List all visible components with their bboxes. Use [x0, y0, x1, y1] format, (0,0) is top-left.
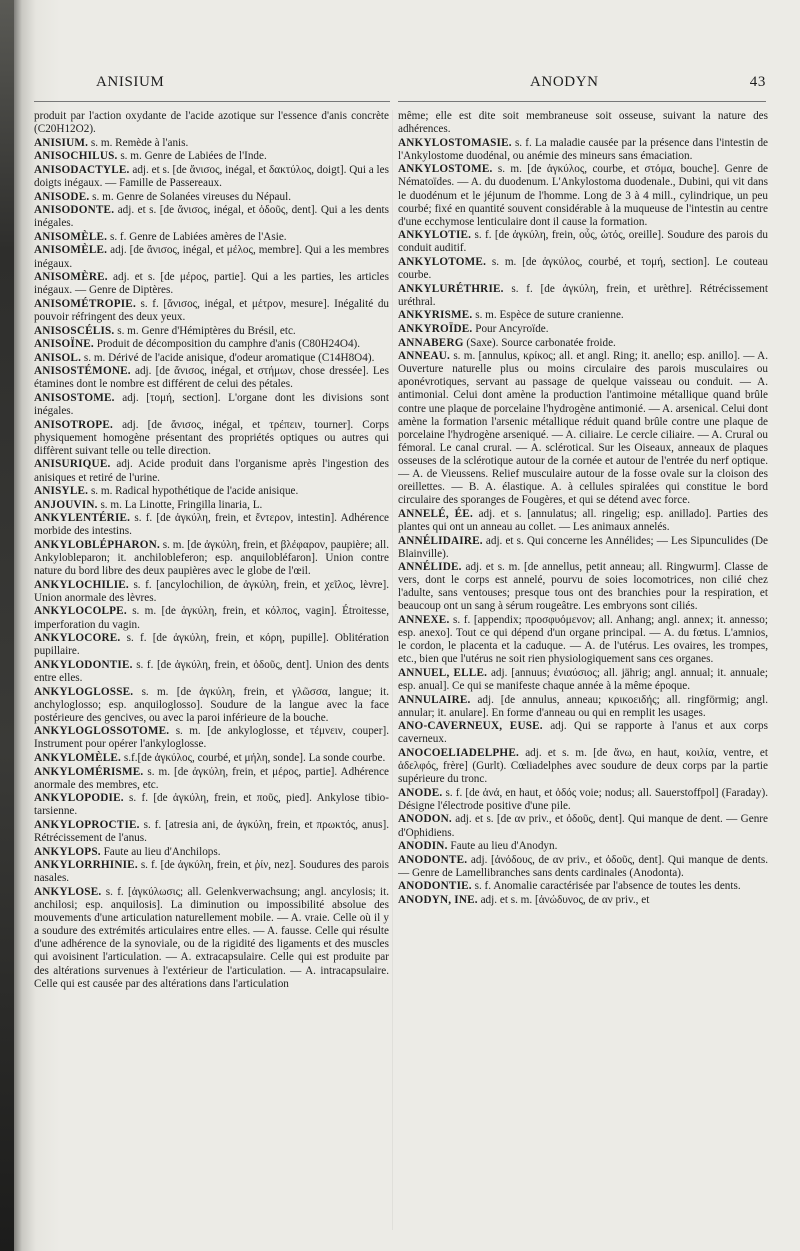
entry-definition: adj. et s. Qui concerne les Annélides; — Les Sipunculides (De Blainville). — [398, 534, 768, 560]
entry-definition: adj. [τομή, section]. L'organe dont les divisions sont inégales. — [34, 391, 389, 418]
entry-definition: s. f. [de ἀγκύλη, frein, et ποῦς, pied]. Ankylose tibio-tarsienne. — [34, 792, 389, 818]
column-gutter — [392, 110, 393, 1230]
dictionary-entry — [34, 271, 389, 297]
dictionary-entry — [34, 859, 389, 885]
entry-headword: ANKYLOCHILIE. — [34, 578, 129, 591]
dictionary-entry — [398, 747, 768, 786]
entry-headword: ANISOSCÉLIS. — [34, 324, 115, 337]
entry-definition: adj. et s. [de ἄνισος, inégal, et ὀδοῦς, dent]. Qui a les dents inégales. — [34, 204, 389, 230]
dictionary-entry — [34, 164, 389, 190]
entry-headword: ANKYLOMÉRISME. — [34, 765, 144, 778]
entry-headword: ANODON. — [398, 813, 452, 826]
dictionary-entry — [398, 813, 768, 839]
right-column — [398, 110, 768, 1230]
entry-headword: ANKYLOTOME. — [398, 256, 487, 269]
entry-definition: adj. et s. m. [de annellus, petit anneau; all. Ringwurm]. Classe de vers, dont le corps est annelé, pourvu de soies locomotrices, non cilié chez l'adulte, sans ventouses; presque tous ont des branchies pour la respiration, et beaucoup ont un sang à sérum rougeâtre. Les embryons sont ciliés. — [398, 561, 768, 613]
entry-headword: ANISOCHILUS. — [34, 150, 118, 163]
entry-headword: ANNABERG — [398, 336, 464, 349]
dictionary-entry — [398, 163, 768, 228]
entry-headword: ANISOTROPE. — [34, 418, 113, 431]
entry-definition: s. f. [de ἀγκύλη, frein, οὖς, ὠτός, oreille]. Soudure des parois du conduit auditif. — [398, 229, 768, 255]
dictionary-entry — [34, 204, 389, 230]
entry-headword: ANISOMÈLE. — [34, 230, 108, 243]
entry-definition: s. f. [appendix; προσφυόμενον; all. Anhang; angl. annex; it. annesso; esp. anexo]. Tout ce qui dépend d'un organe principal. — A. du fœtus. L'amnios, le cordon, le placenta et la caduque. — A. de l'utérus. Les ovaires, les trompes, etc., bien que l'utérus ne soit rien physiologiquement sans ces organes. — [398, 614, 768, 666]
header-right-title: ANODYN — [530, 74, 599, 90]
entry-definition: adj. et s. [de ἄνισος, inégal, et δακτύλος, doigt]. Qui a les doigts inégaux. — Famille de Passereaux. — [34, 163, 389, 189]
entry-definition: adj. Acide produit dans l'organisme après l'ingestion des anisiques et retiré de l'urine. — [34, 458, 389, 484]
dictionary-entry — [34, 846, 389, 859]
dictionary-entry — [34, 632, 389, 658]
entry-definition: adj. et s. [de μέρος, partie]. Qui a les parties, les articles inégaux. — Genre de Diptères. — [34, 271, 389, 297]
dictionary-entry — [398, 283, 768, 309]
entry-headword: ANNUEL, ELLE. — [398, 666, 488, 679]
dictionary-entry — [34, 137, 389, 150]
dictionary-entry — [34, 766, 389, 792]
entry-headword: ANKYLOPROCTIE. — [34, 818, 140, 831]
entry-headword: ANKYROÏDE. — [398, 323, 473, 335]
dictionary-entry — [398, 508, 768, 534]
entry-headword: ANKYLOBLÉPHARON. — [34, 539, 160, 551]
entry-headword: ANODIN. — [398, 840, 448, 853]
entry-headword: ANKYLOTIE. — [398, 229, 472, 242]
entry-headword: ANKYLOGLOSSE. — [34, 685, 134, 698]
entry-definition: s.f.[de ἀγκύλος, courbé, et μήλη, sonde]. La sonde courbe. — [123, 752, 386, 764]
dictionary-entry — [34, 191, 389, 204]
dictionary-entry — [34, 725, 389, 751]
entry-definition: s. m. [de ἀγκύλη, frein, et κόλπος, vagin]. Étroitesse, imperforation du vagin. — [34, 605, 389, 631]
dictionary-entry — [34, 579, 389, 605]
dictionary-entry — [398, 854, 768, 880]
entry-headword: ANISOMÈRE. — [34, 271, 108, 284]
dictionary-entry — [398, 337, 768, 350]
entry-definition: adj. [annuus; ἐνιαύσιος; all. jährig; angl. annual; it. annuale; esp. anual]. Ce qui se manifeste chaque année à la même époque. — [398, 666, 768, 693]
book-spine-shadow — [0, 0, 14, 1251]
entry-definition: s. m. Espèce de suture cranienne. — [475, 309, 624, 322]
dictionary-entry — [398, 350, 768, 507]
entry-definition: s. m. Genre de Solanées vireuses du Népaul. — [92, 190, 292, 203]
dictionary-entry — [34, 458, 389, 484]
dictionary-entry — [398, 110, 768, 136]
entry-definition: s. f. [de ἀγκύλη, frein, et κόρη, pupille]. Oblitération pupillaire. — [34, 632, 389, 658]
dictionary-entry — [34, 392, 389, 418]
dictionary-entry — [34, 325, 389, 338]
dictionary-entry — [398, 667, 768, 693]
dictionary-entry — [34, 419, 389, 458]
dictionary-entry — [398, 137, 768, 163]
entry-headword: ANKYLURÉTHRIE. — [398, 282, 504, 295]
entry-headword: ANISOMÉTROPIE. — [34, 297, 136, 310]
entry-headword: ANISURIQUE. — [34, 458, 111, 471]
dictionary-entry — [34, 659, 389, 685]
entry-headword: ANKYLOPODIE. — [34, 792, 124, 805]
entry-headword: ANO-CAVERNEUX, EUSE. — [398, 720, 543, 733]
entry-definition: adj. [ἀνόδους, de αν priv., et ὀδοῦς, dent]. Qui manque de dents. — Genre de Lamellibranches sans dents cardinales (Anodonta). — [398, 853, 768, 879]
dictionary-entry — [398, 787, 768, 813]
entry-headword: ANKYLOPS. — [34, 845, 101, 858]
entry-definition: s. m. [annulus, κρίκος; all. et angl. Ring; it. anello; esp. anillo]. — A. Ouverture naturelle plus ou moins circulaire des parois musculaires ou aponévrotiques, servant au passage de quelque vaisseau ou conduit. — A. antimonial. Celui dont amène la production l'antimoine métallique quand brûle contre une plaque de porcelaine l'hydrogène antimonié. — A. arsenical. Celui dont amène la formation l'arsenic métallique réduit quand brûle contre une plaque de porcelaine l'hydrogène arseniqué. — A. ciliaire. Le cercle ciliaire. — A. Crural ou fémoral. Le canal crural. — A. sclérotical. Sur les Oiseaux, anneaux de plaques osseuses de la sclérotique autour de la cornée et autour de l'entrée du nerf optique. — A. de Vieussens. Relief musculaire autour de la fosse ovale sur la cloison des oreillettes. — B. A. élastique. A. à cellules spiralées qui constitue le bord circulaire des sporanges de Fougères, et qui se détend avec force. — [398, 350, 768, 507]
dictionary-entry — [34, 244, 389, 270]
entry-definition: Produit de décomposition du camphre d'anis (C80H24O4). — [96, 338, 361, 351]
dictionary-entry — [398, 229, 768, 255]
entry-definition: (Saxe). Source carbonatée froide. — [466, 336, 616, 349]
dictionary-entry — [398, 614, 768, 666]
entry-headword: ANKYLOSTOME. — [398, 163, 493, 176]
entry-headword: ANNELÉ, ÉE. — [398, 507, 473, 520]
dictionary-entry — [398, 720, 768, 746]
entry-headword: ANKYRISME. — [398, 309, 473, 322]
entry-definition: s. m. [de ankyloglosse, et τέμνειν, couper]. Instrument pour opérer l'ankyloglosse. — [34, 725, 389, 751]
dictionary-entry — [398, 561, 768, 613]
entry-definition: s. f. Genre de Labiées amères de l'Asie. — [109, 230, 287, 243]
entry-definition: s. m. Genre de Labiées de l'Inde. — [120, 150, 267, 163]
dictionary-entry — [398, 894, 768, 907]
entry-definition: adj. [de ἄνισος, inégal, et τρέπειν, tourner]. Corps physiquement homogène présentant des propriétés optiques ou autres qui diffèrent suivant telle ou telle direction. — [34, 418, 389, 457]
entry-headword: ANNEAU. — [398, 350, 451, 363]
dictionary-entry — [34, 499, 389, 512]
entry-definition: s. f. [ἄνισος, inégal, et μέτρον, mesure]. Inégalité du pouvoir réfringent des deux yeux. — [34, 297, 389, 323]
entry-headword: ANODONTIE. — [398, 880, 472, 893]
dictionary-entry — [34, 231, 389, 244]
entry-headword: ANKYLODONTIE. — [34, 658, 133, 671]
entry-definition: adj. [de ἄνισος, inégal, et στήμων, chose dressée]. Les étamines dont le nombre est différent de celui des pétales. — [34, 365, 389, 391]
entry-definition: s. m. [de ἀγκύλη, frein, et μέρος, partie]. Adhérence anormale des membres, etc. — [34, 765, 389, 791]
dictionary-entry — [34, 686, 389, 725]
running-header — [34, 74, 766, 98]
entry-definition: adj. Qui se rapporte à l'anus et aux corps caverneux. — [398, 720, 768, 746]
dictionary-entry — [34, 819, 389, 845]
dictionary-entry — [34, 512, 389, 538]
dictionary-entry — [34, 752, 389, 765]
entry-headword: ANKYLOSE. — [34, 885, 102, 898]
dictionary-entry — [34, 365, 389, 391]
entry-headword: ANNULAIRE. — [398, 693, 471, 706]
entry-headword: ANJOUVIN. — [34, 498, 98, 511]
entry-headword: ANISODE. — [34, 190, 90, 203]
entry-headword: ANISIUM. — [34, 136, 89, 149]
entry-definition: Faute au lieu d'Anchilops. — [103, 845, 221, 858]
header-rule-right — [398, 101, 766, 102]
entry-definition: s. m. [de ἀγκύλος, courbe, et στόμα, bouche]. Genre de Nématoïdes. — A. du duodenum. L'Ankylostoma duodenale., Dubini, qui vit dans le duodénum et le jéjunum de l'homme. Long de 3 à 4 mill., cylindrique, un peu courbé; fixé en quantité souvent considérable à la muqueuse de l'intestin au centre d'une ecchymose lenticulaire dont il cause la formation. — [398, 163, 768, 228]
dictionary-entry — [34, 792, 389, 818]
entry-definition: s. m. [de ἀγκύλη, frein, et γλῶσσα, langue; it. anchyloglosso; esp. anquiloglosso]. Soudure de la langue avec la face postérieure des gencives, ou avec la paroi inférieure de la bouche. — [34, 685, 389, 724]
entry-definition: s. f. [de ἀγκύλη, frein, et ῥίν, nez]. Soudures des parois nasales. — [34, 859, 389, 885]
entry-headword: ANNÉLIDE. — [398, 561, 462, 574]
entry-definition: s. m. Dérivé de l'acide anisique, d'odeur aromatique (C14H8O4). — [83, 351, 375, 364]
entry-definition: s. f. La maladie causée par la présence dans l'intestin de l'Ankylostome duodénal, ou anémie des mineurs sans émaciation. — [398, 136, 768, 162]
dictionary-entry — [398, 323, 768, 336]
entry-definition: s. f. [de ἀνά, en haut, et ὁδός voie; nodus; all. Sauerstoffpol] (Faraday). Désigne l'électrode positive d'une pile. — [398, 786, 768, 812]
page-number: 43 — [749, 74, 766, 90]
dictionary-entry — [34, 352, 389, 365]
dictionary-entry — [398, 694, 768, 720]
entry-definition: Faute au lieu d'Anodyn. — [450, 840, 558, 853]
entry-definition: s. m. Remède à l'anis. — [90, 136, 189, 149]
entry-headword: ANODONTE. — [398, 853, 468, 866]
entry-headword: ANISOSTÉMONE. — [34, 365, 131, 378]
entry-definition: s. m. La Linotte, Fringilla linaria, L. — [100, 498, 263, 511]
entry-headword: ANKYLOCORE. — [34, 632, 121, 645]
entry-headword: ANOCOELIADELPHE. — [398, 747, 519, 759]
dictionary-entry — [398, 309, 768, 322]
entry-headword: ANISODACTYLE. — [34, 163, 130, 176]
entry-definition: adj. [de annulus, anneau; κρικοειδής; all. ringförmig; angl. annular; it. anulare]. En forme d'anneau ou qui en remplit les usages. — [398, 693, 768, 719]
entry-headword: ANODYN, INE. — [398, 894, 478, 907]
entry-headword: ANODE. — [398, 786, 443, 799]
entry-headword: ANKYLOSTOMASIE. — [398, 136, 512, 149]
dictionary-entry — [398, 840, 768, 853]
dictionary-entry — [34, 539, 389, 578]
entry-headword: ANISOÏNE. — [34, 338, 94, 351]
entry-headword: ANISYLE. — [34, 485, 89, 498]
entry-headword: ANNÉLIDAIRE. — [398, 534, 483, 547]
dictionary-entry — [34, 485, 389, 498]
entry-headword: ANKYLOCOLPE. — [34, 605, 127, 618]
entry-headword: ANISODONTE. — [34, 204, 115, 217]
header-left-title: ANISIUM — [96, 74, 165, 90]
entry-definition: adj. et s. m. [ἀνώδυνος, de αν priv., et — [480, 894, 650, 907]
entry-headword: ANISOSTOME. — [34, 391, 115, 404]
entry-definition: Pour Ancyroïde. — [475, 323, 549, 335]
entry-definition: s. m. Radical hypothétique de l'acide anisique. — [90, 485, 299, 498]
entry-definition: adj. et s. [annulatus; all. ringelig; esp. anillado]. Parties des plantes qui ont un anneau au collet. — Les animaux annelés. — [398, 507, 768, 533]
entry-definition: s. f. [ἀγκύλωσις; all. Gelenkverwachsung; angl. ancylosis; it. anchilosi; esp. anquilosis]. La diminution ou impossibilité absolue des mouvements d'une articulation naturellement mobile. — A. vraie. Celle où il y a soudure des extrémités articulaires entre elles. — A. fausse. Celle qui résulte d'une adhérence de la synoviale, ou de la rigidité des ligaments et des muscles qui avoisinent l'articulation. — A. extracapsulaire. Celle qui est produite par des altérations survenues à l'extérieur de l'articulation. — A. intracapsulaire. Celle qui est causée par des altérations dans l'articulation — [34, 885, 389, 990]
entry-headword: ANKYLOGLOSSOTOME. — [34, 725, 170, 738]
entry-definition: s. f. [ancylochilion, de ἀγκύλη, frein, et χεῖλος, lèvre]. Union anormale des lèvres. — [34, 578, 389, 604]
entry-definition: produit par l'action oxydante de l'acide azotique sur l'essence d'anis concrète (C20H12O2). — [34, 110, 389, 136]
dictionary-entry — [34, 338, 389, 351]
dictionary-entry — [34, 110, 389, 136]
entry-headword: ANISOL. — [34, 351, 82, 364]
header-rule-left — [34, 101, 390, 102]
entry-definition: adj. et s. [de αν priv., et ὀδοῦς, dent]. Qui manque de dent. — Genre d'Ophidiens. — [398, 813, 768, 839]
left-column — [34, 110, 389, 1230]
entry-definition: adj. et s. m. [de ἄνω, en haut, κοιλία, ventre, et ἀδελφός, frère] (Gurlt). Cœliadelphes avec soudure de deux corps par la partie supérieure du tronc. — [398, 747, 768, 786]
entry-definition: s. m. Genre d'Hémiptères du Brésil, etc. — [117, 324, 296, 337]
entry-headword: ANNEXE. — [398, 614, 450, 627]
dictionary-entry — [398, 256, 768, 282]
entry-definition: s. f. [de ἀγκύλη, frein, et urèthre]. Rétrécissement uréthral. — [398, 282, 768, 308]
dictionary-entry — [34, 886, 389, 991]
entry-definition: adj. [de ἄνισος, inégal, et μέλος, membre]. Qui a les membres inégaux. — [34, 244, 389, 270]
entry-definition: même; elle est dite soit membraneuse soit osseuse, suivant la nature des adhérences. — [398, 110, 768, 136]
entry-headword: ANKYLENTÉRIE. — [34, 512, 131, 525]
dictionary-entry — [398, 535, 768, 561]
entry-definition: s. f. [de ἀγκύλη, frein, et ὀδοῦς, dent]. Union des dents entre elles. — [34, 658, 389, 684]
entry-definition: s. f. [de ἀγκύλη, frein, et ἔντερον, intestin]. Adhérence morbide des intestins. — [34, 512, 389, 538]
dictionary-entry — [34, 150, 389, 163]
entry-headword: ANKYLOMÈLE. — [34, 752, 122, 764]
dictionary-entry — [34, 298, 389, 324]
entry-headword: ANISOMÈLE. — [34, 244, 108, 257]
dictionary-entry — [34, 605, 389, 631]
dictionary-entry — [398, 880, 768, 893]
entry-headword: ANKYLORRHINIE. — [34, 859, 138, 872]
entry-definition: s. f. [atresia ani, de ἀγκύλη, frein, et πρωκτός, anus]. Rétrécissement de l'anus. — [34, 818, 389, 845]
entry-definition: s. m. [de ἀγκύλη, frein, et βλέφαρον, paupière; all. Ankylobleparon; it. anchilobleferon; esp. anquilobléfaron]. Union contre nature du bord libre des deux paupières avec le globe de l'œil. — [34, 539, 389, 578]
entry-definition: s. f. Anomalie caractérisée par l'absence de toutes les dents. — [474, 880, 741, 893]
entry-definition: s. m. [de ἀγκύλος, courbé, et τομή, section]. Le couteau courbe. — [398, 256, 768, 282]
